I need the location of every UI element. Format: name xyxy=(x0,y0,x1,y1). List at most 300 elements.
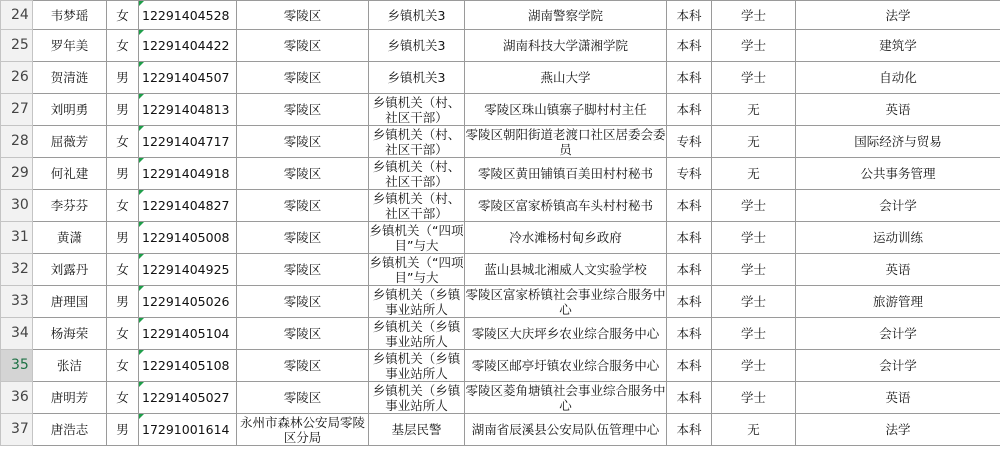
cell-name[interactable] xyxy=(33,158,107,190)
comment-indicator-icon xyxy=(139,382,144,387)
cell-text-school: 零陵区珠山镇寨子脚村村主任 xyxy=(484,102,647,117)
cell-district[interactable] xyxy=(237,126,369,158)
cell-gender[interactable] xyxy=(107,350,139,382)
cell-text-major: 国际经济与贸易 xyxy=(854,134,942,149)
cell-gender[interactable] xyxy=(107,414,139,446)
cell-education[interactable] xyxy=(667,286,712,318)
comment-indicator-icon xyxy=(139,158,144,163)
table-row[interactable] xyxy=(1,222,1000,254)
cell-text-gender: 女 xyxy=(116,390,129,405)
cell-text-major: 法学 xyxy=(885,422,911,437)
cell-degree[interactable] xyxy=(712,318,796,350)
cell-education[interactable] xyxy=(667,30,712,62)
cell-text-name: 唐明芳 xyxy=(50,390,89,405)
table-row[interactable] xyxy=(1,286,1000,318)
cell-major[interactable] xyxy=(796,94,1000,126)
cell-text-id: 12291405027 xyxy=(142,390,230,405)
row-header[interactable] xyxy=(1,222,33,254)
cell-text-position: 乡镇机关（乡镇事业站所人 xyxy=(372,318,461,349)
cell-degree[interactable] xyxy=(712,62,796,94)
cell-text-gender: 男 xyxy=(116,102,129,117)
cell-position[interactable] xyxy=(369,382,465,414)
cell-text-district: 零陵区 xyxy=(283,230,322,245)
table-row[interactable] xyxy=(1,382,1000,414)
table-row[interactable] xyxy=(1,158,1000,190)
cell-text-row-no: 30 xyxy=(11,197,29,213)
cell-text-district: 零陵区 xyxy=(283,70,322,85)
cell-text-row-no: 36 xyxy=(11,389,29,405)
cell-text-degree: 学士 xyxy=(740,38,766,53)
cell-text-education: 本科 xyxy=(676,326,702,341)
cell-district[interactable] xyxy=(237,62,369,94)
cell-education[interactable] xyxy=(667,254,712,286)
cell-name[interactable] xyxy=(33,190,107,222)
table-row[interactable] xyxy=(1,62,1000,94)
comment-indicator-icon xyxy=(139,30,144,35)
cell-education[interactable] xyxy=(667,62,712,94)
table-body xyxy=(1,1,1000,446)
row-header[interactable] xyxy=(1,382,33,414)
cell-text-school: 零陵区大庆坪乡农业综合服务中心 xyxy=(471,326,660,341)
cell-text-id: 12291404925 xyxy=(142,262,230,277)
cell-text-position: 乡镇机关（“四项目”与大 xyxy=(369,254,464,285)
cell-education[interactable] xyxy=(667,158,712,190)
cell-text-district: 零陵区 xyxy=(283,134,322,149)
row-header[interactable] xyxy=(1,158,33,190)
cell-id[interactable] xyxy=(139,318,237,350)
cell-text-name: 贺清涟 xyxy=(50,70,89,85)
row-header[interactable] xyxy=(1,350,33,382)
cell-name[interactable] xyxy=(33,254,107,286)
cell-text-id: 12291404422 xyxy=(142,38,230,53)
cell-education[interactable] xyxy=(667,126,712,158)
cell-name[interactable] xyxy=(33,318,107,350)
cell-degree[interactable] xyxy=(712,94,796,126)
cell-text-school: 零陵区黄田铺镇百美田村村秘书 xyxy=(477,166,653,181)
cell-id[interactable] xyxy=(139,254,237,286)
cell-degree[interactable] xyxy=(712,1,796,30)
cell-text-degree: 学士 xyxy=(740,70,766,85)
cell-degree[interactable] xyxy=(712,382,796,414)
cell-district[interactable] xyxy=(237,254,369,286)
cell-gender[interactable] xyxy=(107,94,139,126)
cell-text-degree: 无 xyxy=(747,134,760,149)
cell-school[interactable] xyxy=(465,414,667,446)
cell-position[interactable] xyxy=(369,126,465,158)
cell-major[interactable] xyxy=(796,1,1000,30)
cell-position[interactable] xyxy=(369,222,465,254)
cell-id[interactable] xyxy=(139,62,237,94)
cell-text-degree: 学士 xyxy=(740,294,766,309)
cell-education[interactable] xyxy=(667,190,712,222)
cell-text-degree: 学士 xyxy=(740,326,766,341)
cell-text-degree: 学士 xyxy=(740,7,766,23)
cell-position[interactable] xyxy=(369,350,465,382)
cell-text-education: 本科 xyxy=(676,262,702,277)
cell-gender[interactable] xyxy=(107,1,139,30)
cell-school[interactable] xyxy=(465,1,667,30)
cell-text-degree: 学士 xyxy=(740,198,766,213)
cell-text-degree: 无 xyxy=(747,102,760,117)
cell-text-district: 零陵区 xyxy=(283,102,322,117)
cell-text-id: 12291405108 xyxy=(142,358,230,373)
cell-text-major: 运动训练 xyxy=(872,230,923,245)
cell-degree[interactable] xyxy=(712,190,796,222)
cell-text-row-no: 25 xyxy=(11,37,29,53)
cell-major[interactable] xyxy=(796,62,1000,94)
cell-text-position: 乡镇机关（“四项目”与大 xyxy=(369,222,464,253)
cell-district[interactable] xyxy=(237,318,369,350)
comment-indicator-icon xyxy=(139,126,144,131)
cell-education[interactable] xyxy=(667,94,712,126)
comment-indicator-icon xyxy=(139,94,144,99)
cell-school[interactable] xyxy=(465,126,667,158)
cell-name[interactable] xyxy=(33,350,107,382)
cell-text-education: 本科 xyxy=(676,294,702,309)
cell-school[interactable] xyxy=(465,30,667,62)
cell-gender[interactable] xyxy=(107,190,139,222)
cell-major[interactable] xyxy=(796,350,1000,382)
cell-degree[interactable] xyxy=(712,30,796,62)
cell-text-gender: 男 xyxy=(116,166,129,181)
cell-district[interactable] xyxy=(237,286,369,318)
cell-text-major: 公共事务管理 xyxy=(860,166,936,181)
cell-major[interactable] xyxy=(796,382,1000,414)
cell-text-major: 会计学 xyxy=(879,326,917,341)
row-header[interactable] xyxy=(1,414,33,446)
cell-text-id: 12291405104 xyxy=(142,326,230,341)
cell-text-school: 蓝山县城北湘威人文实验学校 xyxy=(484,262,647,277)
cell-education[interactable] xyxy=(667,382,712,414)
cell-degree[interactable] xyxy=(712,222,796,254)
cell-text-education: 本科 xyxy=(676,198,702,213)
cell-position[interactable] xyxy=(369,286,465,318)
cell-district[interactable] xyxy=(237,414,369,446)
cell-id[interactable] xyxy=(139,414,237,446)
cell-text-district: 零陵区 xyxy=(283,7,322,23)
cell-text-row-no: 28 xyxy=(11,133,29,149)
comment-indicator-icon xyxy=(139,318,144,323)
cell-text-degree: 无 xyxy=(747,166,760,181)
cell-text-name: 何礼建 xyxy=(50,166,89,181)
cell-district[interactable] xyxy=(237,222,369,254)
cell-name[interactable] xyxy=(33,222,107,254)
cell-degree[interactable] xyxy=(712,414,796,446)
cell-text-school: 燕山大学 xyxy=(540,70,591,85)
cell-text-name: 刘露丹 xyxy=(50,262,89,277)
cell-major[interactable] xyxy=(796,158,1000,190)
comment-indicator-icon xyxy=(139,190,144,195)
row-header[interactable] xyxy=(1,286,33,318)
cell-text-degree: 学士 xyxy=(740,358,766,373)
cell-text-gender: 女 xyxy=(116,326,129,341)
cell-text-id: 12291404813 xyxy=(142,102,230,117)
cell-text-row-no: 31 xyxy=(11,229,29,245)
cell-text-position: 基层民警 xyxy=(391,422,442,437)
comment-indicator-icon xyxy=(139,254,144,259)
cell-id[interactable] xyxy=(139,1,237,30)
cell-school[interactable] xyxy=(465,286,667,318)
cell-text-education: 本科 xyxy=(676,38,702,53)
cell-text-education: 本科 xyxy=(676,102,702,117)
cell-district[interactable] xyxy=(237,382,369,414)
cell-id[interactable] xyxy=(139,94,237,126)
cell-school[interactable] xyxy=(465,158,667,190)
cell-text-position: 乡镇机关（村、社区干部） xyxy=(372,190,461,221)
table-row[interactable] xyxy=(1,254,1000,286)
comment-indicator-icon xyxy=(139,62,144,67)
cell-text-school: 湖南警察学院 xyxy=(527,7,603,23)
cell-gender[interactable] xyxy=(107,382,139,414)
cell-text-district: 零陵区 xyxy=(283,294,322,309)
row-header[interactable] xyxy=(1,254,33,286)
cell-text-major: 会计学 xyxy=(879,358,917,373)
row-header[interactable] xyxy=(1,62,33,94)
cell-text-major: 英语 xyxy=(885,262,911,277)
cell-text-degree: 学士 xyxy=(740,390,766,405)
cell-text-position: 乡镇机关3 xyxy=(387,7,446,23)
cell-text-row-no: 32 xyxy=(11,261,29,277)
cell-name[interactable] xyxy=(33,94,107,126)
cell-text-id: 12291404827 xyxy=(142,198,230,213)
cell-gender[interactable] xyxy=(107,126,139,158)
cell-degree[interactable] xyxy=(712,254,796,286)
cell-text-education: 本科 xyxy=(676,390,702,405)
cell-text-school: 零陵区邮亭圩镇农业综合服务中心 xyxy=(471,358,660,373)
cell-school[interactable] xyxy=(465,190,667,222)
cell-position[interactable] xyxy=(369,254,465,286)
cell-text-name: 张洁 xyxy=(56,358,82,373)
cell-id[interactable] xyxy=(139,126,237,158)
cell-education[interactable] xyxy=(667,222,712,254)
cell-text-school: 湖南省辰溪县公安局队伍管理中心 xyxy=(471,422,660,437)
cell-text-row-no: 29 xyxy=(11,165,29,181)
cell-position[interactable] xyxy=(369,318,465,350)
cell-education[interactable] xyxy=(667,318,712,350)
cell-text-name: 唐浩志 xyxy=(50,422,89,437)
cell-text-degree: 无 xyxy=(747,422,760,437)
cell-text-education: 本科 xyxy=(676,230,702,245)
cell-text-major: 英语 xyxy=(885,102,911,117)
cell-school[interactable] xyxy=(465,318,667,350)
cell-text-gender: 女 xyxy=(116,134,129,149)
row-header[interactable] xyxy=(1,190,33,222)
comment-indicator-icon xyxy=(139,350,144,355)
comment-indicator-icon xyxy=(139,222,144,227)
cell-school[interactable] xyxy=(465,350,667,382)
cell-major[interactable] xyxy=(796,254,1000,286)
cell-degree[interactable] xyxy=(712,286,796,318)
cell-text-id: 12291405026 xyxy=(142,294,230,309)
cell-text-position: 乡镇机关3 xyxy=(387,38,446,53)
cell-text-degree: 学士 xyxy=(740,230,766,245)
cell-text-district: 永州市森林公安局零陵区分局 xyxy=(239,414,365,445)
cell-major[interactable] xyxy=(796,190,1000,222)
cell-text-education: 本科 xyxy=(676,70,702,85)
row-header[interactable] xyxy=(1,30,33,62)
cell-school[interactable] xyxy=(465,62,667,94)
cell-position[interactable] xyxy=(369,158,465,190)
cell-text-gender: 男 xyxy=(116,70,129,85)
cell-education[interactable] xyxy=(667,414,712,446)
cell-text-school: 零陵区富家桥镇高车头村村秘书 xyxy=(477,198,653,213)
cell-education[interactable] xyxy=(667,1,712,30)
cell-gender[interactable] xyxy=(107,30,139,62)
cell-district[interactable] xyxy=(237,190,369,222)
cell-name[interactable] xyxy=(33,62,107,94)
cell-text-row-no: 34 xyxy=(11,325,29,341)
cell-id[interactable] xyxy=(139,30,237,62)
cell-gender[interactable] xyxy=(107,318,139,350)
cell-text-education: 专科 xyxy=(676,134,702,149)
cell-gender[interactable] xyxy=(107,254,139,286)
cell-text-education: 本科 xyxy=(676,422,702,437)
comment-indicator-icon xyxy=(139,414,144,419)
cell-text-id: 12291405008 xyxy=(142,230,230,245)
cell-text-school: 零陵区朝阳街道老渡口社区居委会委员 xyxy=(465,126,666,157)
cell-text-education: 本科 xyxy=(676,358,702,373)
cell-text-row-no: 24 xyxy=(11,6,29,23)
cell-major[interactable] xyxy=(796,318,1000,350)
cell-text-district: 零陵区 xyxy=(283,358,322,373)
cell-district[interactable] xyxy=(237,1,369,30)
table-row[interactable] xyxy=(1,318,1000,350)
table-row[interactable] xyxy=(1,126,1000,158)
cell-degree[interactable] xyxy=(712,158,796,190)
cell-name[interactable] xyxy=(33,382,107,414)
cell-name[interactable] xyxy=(33,1,107,30)
cell-district[interactable] xyxy=(237,158,369,190)
cell-degree[interactable] xyxy=(712,350,796,382)
cell-name[interactable] xyxy=(33,414,107,446)
cell-position[interactable] xyxy=(369,190,465,222)
cell-id[interactable] xyxy=(139,190,237,222)
table-row[interactable] xyxy=(1,94,1000,126)
cell-id[interactable] xyxy=(139,222,237,254)
cell-school[interactable] xyxy=(465,222,667,254)
cell-id[interactable] xyxy=(139,286,237,318)
table-row[interactable] xyxy=(1,1,1000,30)
cell-gender[interactable] xyxy=(107,158,139,190)
cell-text-id: 12291404507 xyxy=(142,70,230,85)
row-header[interactable] xyxy=(1,94,33,126)
cell-text-school: 零陵区菱角塘镇社会事业综合服务中心 xyxy=(465,382,666,413)
cell-text-name: 刘明勇 xyxy=(50,102,89,117)
cell-text-name: 罗年美 xyxy=(50,38,89,53)
cell-text-gender: 女 xyxy=(116,38,129,53)
cell-text-education: 本科 xyxy=(676,7,702,23)
cell-text-gender: 女 xyxy=(116,358,129,373)
cell-text-name: 唐理国 xyxy=(50,294,89,309)
cell-text-major: 自动化 xyxy=(879,70,917,85)
cell-text-district: 零陵区 xyxy=(283,390,322,405)
cell-position[interactable] xyxy=(369,414,465,446)
cell-id[interactable] xyxy=(139,382,237,414)
cell-position[interactable] xyxy=(369,1,465,30)
cell-education[interactable] xyxy=(667,350,712,382)
cell-text-name: 黄潇 xyxy=(56,230,82,245)
cell-position[interactable] xyxy=(369,30,465,62)
table-row[interactable] xyxy=(1,30,1000,62)
cell-text-degree: 学士 xyxy=(740,262,766,277)
cell-text-name: 李芬芬 xyxy=(50,198,89,213)
cell-text-position: 乡镇机关（村、社区干部） xyxy=(372,94,461,125)
cell-major[interactable] xyxy=(796,30,1000,62)
cell-text-district: 零陵区 xyxy=(283,166,322,181)
cell-text-name: 屈薇芳 xyxy=(50,134,89,149)
cell-text-row-no: 37 xyxy=(11,421,29,437)
cell-id[interactable] xyxy=(139,158,237,190)
cell-school[interactable] xyxy=(465,254,667,286)
cell-position[interactable] xyxy=(369,94,465,126)
row-header[interactable] xyxy=(1,318,33,350)
comment-indicator-icon xyxy=(139,286,144,291)
cell-name[interactable] xyxy=(33,126,107,158)
cell-position[interactable] xyxy=(369,62,465,94)
cell-text-position: 乡镇机关（乡镇事业站所人 xyxy=(372,286,461,317)
cell-gender[interactable] xyxy=(107,286,139,318)
cell-text-gender: 男 xyxy=(116,422,129,437)
cell-text-row-no: 26 xyxy=(11,69,29,85)
cell-text-name: 韦梦瑶 xyxy=(50,7,89,23)
cell-major[interactable] xyxy=(796,126,1000,158)
cell-text-position: 乡镇机关（村、社区干部） xyxy=(372,158,461,189)
cell-text-major: 英语 xyxy=(885,390,911,405)
cell-degree[interactable] xyxy=(712,126,796,158)
cell-text-major: 旅游管理 xyxy=(872,294,923,309)
cell-text-id: 12291404528 xyxy=(142,7,230,23)
cell-text-school: 零陵区富家桥镇社会事业综合服务中心 xyxy=(465,286,666,317)
cell-gender[interactable] xyxy=(107,62,139,94)
row-header[interactable] xyxy=(1,1,33,30)
cell-text-district: 零陵区 xyxy=(283,38,322,53)
cell-id[interactable] xyxy=(139,350,237,382)
cell-text-school: 湖南科技大学潇湘学院 xyxy=(502,38,628,53)
table-row[interactable] xyxy=(1,350,1000,382)
cell-district[interactable] xyxy=(237,94,369,126)
cell-district[interactable] xyxy=(237,350,369,382)
cell-text-gender: 女 xyxy=(116,7,129,23)
comment-indicator-icon xyxy=(139,1,144,6)
cell-text-position: 乡镇机关（乡镇事业站所人 xyxy=(372,382,461,413)
cell-text-position: 乡镇机关（乡镇事业站所人 xyxy=(372,350,461,381)
cell-name[interactable] xyxy=(33,286,107,318)
cell-text-major: 法学 xyxy=(885,7,911,23)
cell-name[interactable] xyxy=(33,30,107,62)
table-row[interactable] xyxy=(1,190,1000,222)
cell-text-education: 专科 xyxy=(676,166,702,181)
row-header[interactable] xyxy=(1,126,33,158)
cell-text-gender: 男 xyxy=(116,230,129,245)
cell-text-district: 零陵区 xyxy=(283,326,322,341)
cell-gender[interactable] xyxy=(107,222,139,254)
cell-text-row-no: 35 xyxy=(11,357,29,373)
cell-school[interactable] xyxy=(465,94,667,126)
cell-text-district: 零陵区 xyxy=(283,198,322,213)
cell-district[interactable] xyxy=(237,30,369,62)
cell-text-row-no: 27 xyxy=(11,101,29,117)
cell-major[interactable] xyxy=(796,286,1000,318)
cell-major[interactable] xyxy=(796,222,1000,254)
cell-school[interactable] xyxy=(465,382,667,414)
cell-text-major: 会计学 xyxy=(879,198,917,213)
cell-text-position: 乡镇机关3 xyxy=(387,70,446,85)
cell-text-gender: 女 xyxy=(116,198,129,213)
cell-text-major: 建筑学 xyxy=(879,38,917,53)
table-row[interactable] xyxy=(1,414,1000,446)
cell-major[interactable] xyxy=(796,414,1000,446)
cell-text-district: 零陵区 xyxy=(283,262,322,277)
